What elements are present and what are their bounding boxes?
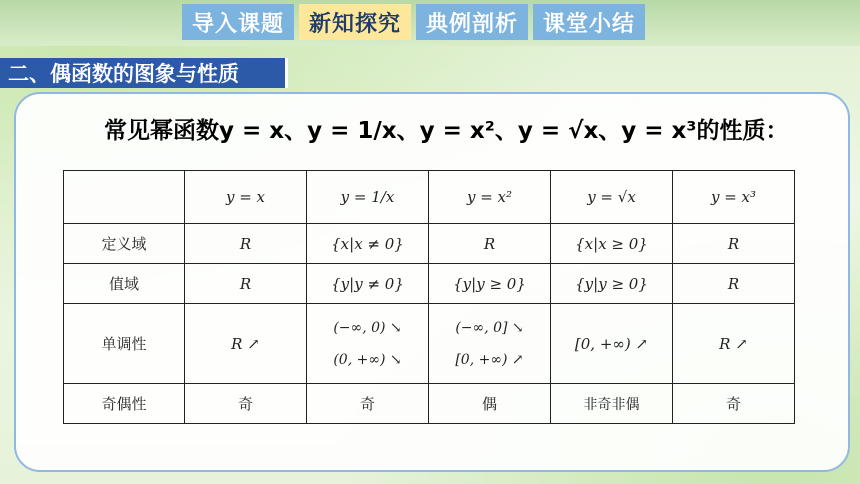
table-cell: {y|y ≥ 0} — [429, 264, 551, 304]
tab-intro[interactable]: 导入课题 — [182, 4, 294, 40]
row-label-domain: 定义域 — [64, 224, 185, 264]
row-label-monotonicity: 单调性 — [64, 304, 185, 384]
table-cell: {y|y ≥ 0} — [551, 264, 673, 304]
monotonic-interval: (−∞, 0) ↘ — [333, 319, 402, 336]
header-empty-cell — [64, 171, 185, 224]
table-cell — [429, 304, 551, 384]
table-cell: 非奇非偶 — [551, 384, 673, 424]
row-label-parity: 奇偶性 — [64, 384, 185, 424]
header-col-1: y = x — [185, 171, 307, 224]
power-function-table — [63, 170, 795, 424]
table-cell: [0, +∞) ↗ — [551, 304, 673, 384]
row-label-range: 值域 — [64, 264, 185, 304]
header-col-2: y = 1/x — [307, 171, 429, 224]
tab-summary[interactable]: 课堂小结 — [533, 4, 645, 40]
table-cell: R — [673, 224, 795, 264]
table-cell: R — [673, 264, 795, 304]
table-cell: R ↗ — [185, 304, 307, 384]
section-title: 二、偶函数的图象与性质 — [0, 58, 288, 88]
table-cell: {x|x ≥ 0} — [551, 224, 673, 264]
table-cell: {x|x ≠ 0} — [307, 224, 429, 264]
tab-strip — [182, 4, 645, 40]
tab-examples[interactable]: 典例剖析 — [416, 4, 528, 40]
table-cell: 奇 — [673, 384, 795, 424]
monotonic-interval: [0, +∞) ↗ — [455, 351, 524, 368]
table-cell — [307, 304, 429, 384]
header-col-5: y = x³ — [673, 171, 795, 224]
table-cell: {y|y ≠ 0} — [307, 264, 429, 304]
tab-new-knowledge[interactable]: 新知探究 — [299, 4, 411, 40]
table-cell: R — [185, 264, 307, 304]
table-cell: R — [429, 224, 551, 264]
table-cell: R ↗ — [673, 304, 795, 384]
slide-heading: 常见幂函数y = x、y = 1/x、y = x²、y = √x、y = x³的性质： — [104, 118, 789, 144]
header-col-4: y = √x — [551, 171, 673, 224]
table-cell: 偶 — [429, 384, 551, 424]
table-cell: 奇 — [307, 384, 429, 424]
table-cell: R — [185, 224, 307, 264]
top-navigation-bar — [0, 0, 860, 46]
monotonic-interval: (−∞, 0] ↘ — [455, 319, 524, 336]
table-cell: 奇 — [185, 384, 307, 424]
header-col-3: y = x² — [429, 171, 551, 224]
monotonic-interval: (0, +∞) ↘ — [333, 351, 402, 368]
